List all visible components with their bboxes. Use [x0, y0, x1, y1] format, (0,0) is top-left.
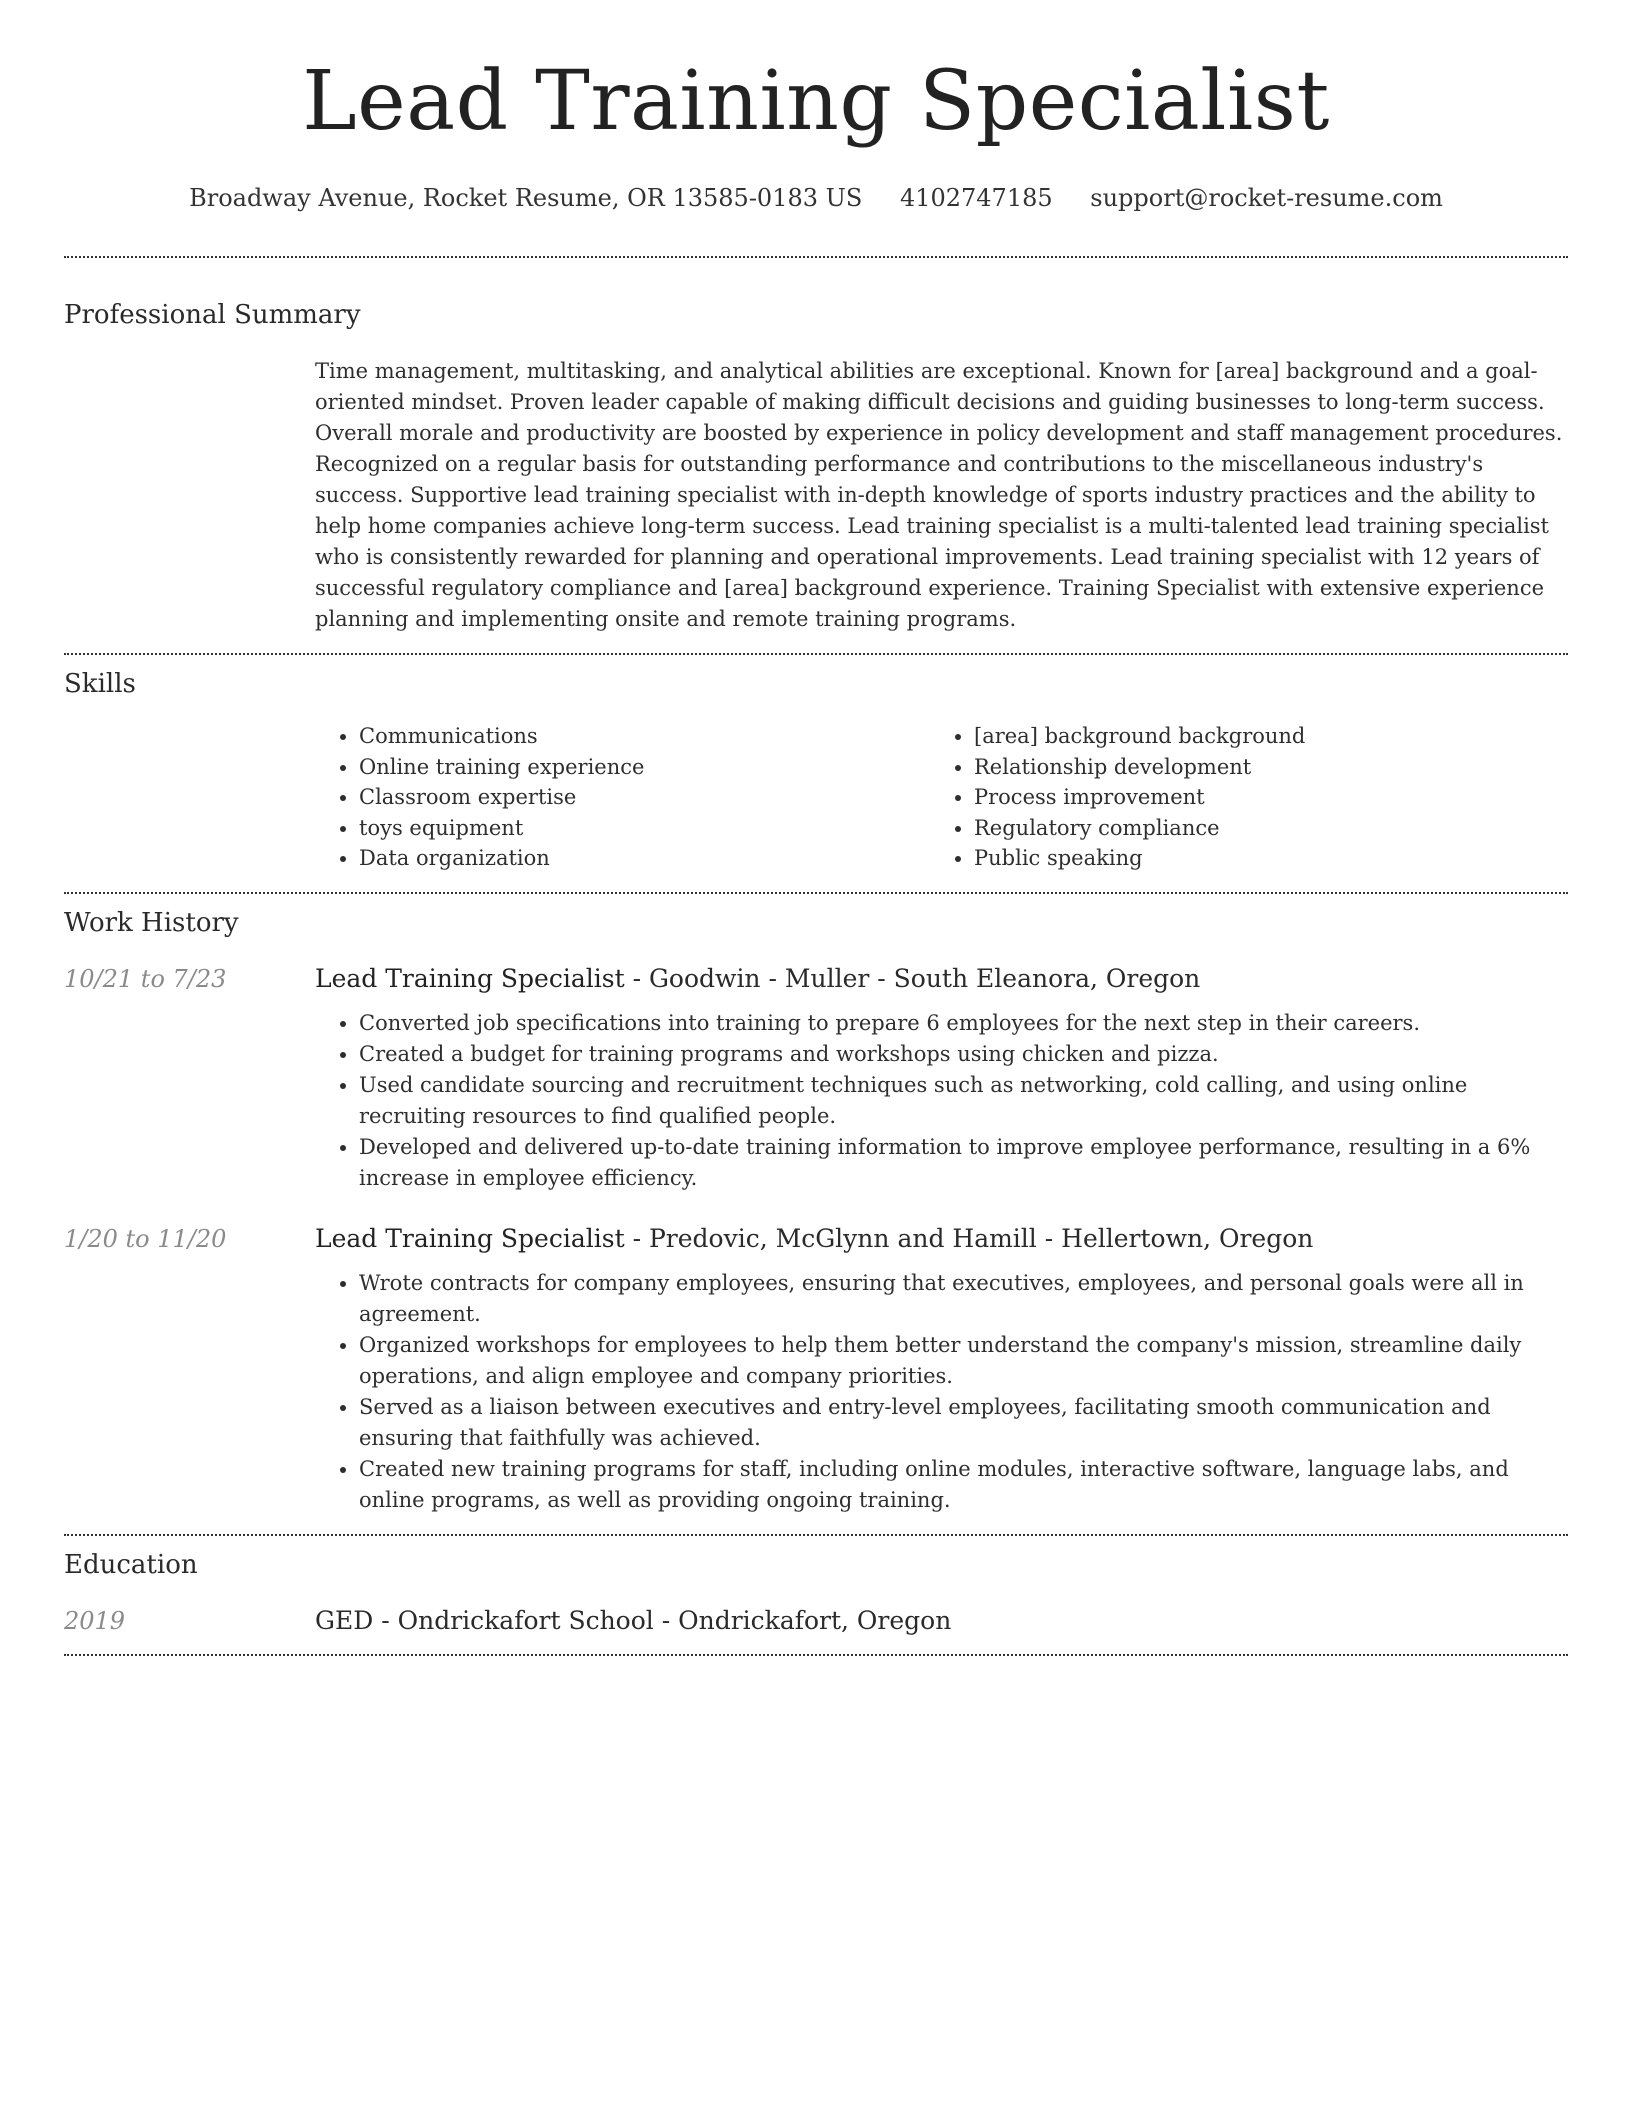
contact-phone: 4102747185: [899, 184, 1053, 212]
skills-column-left: [315, 721, 930, 874]
job-bullet: • Served as a liaison between executives and entry-level employees, facilitating smooth communication and ensuring that faithfully was achieved.: [359, 1392, 1568, 1454]
divider: [64, 653, 1568, 655]
divider: [64, 1654, 1568, 1656]
job-bullet: • Created a budget for training programs and workshops using chicken and pizza.: [359, 1039, 1568, 1070]
job-bullet: • Used candidate sourcing and recruitment techniques such as networking, cold calling, and using online recruiting resources to find qualified people.: [359, 1070, 1568, 1132]
section-title-summary: Professional Summary: [64, 300, 361, 330]
contact-address: Broadway Avenue, Rocket Resume, OR 13585-0183 US: [189, 184, 863, 212]
job-dates: 1/20 to 11/20: [64, 1224, 227, 1253]
divider: [64, 1534, 1568, 1536]
job-entry: [64, 962, 1568, 1194]
job-heading: [315, 962, 1568, 996]
job-bullet: • Converted job specifications into training to prepare 6 employees for the next step in their careers.: [359, 1008, 1568, 1039]
job-role: Lead Training Specialist: [315, 1223, 625, 1253]
skill-item: • [area] background background: [974, 721, 1545, 752]
skill-item: • Communications: [359, 721, 930, 752]
skill-item: • Process improvement: [974, 782, 1545, 813]
contact-line: [64, 182, 1568, 214]
job-heading: [315, 1222, 1568, 1256]
skill-item: • Relationship development: [974, 752, 1545, 783]
skill-item: • Data organization: [359, 843, 930, 874]
skill-item: • Public speaking: [974, 843, 1545, 874]
job-role: Lead Training Specialist: [315, 963, 625, 993]
job-bullets: [315, 1008, 1568, 1194]
skills-column-right: [930, 721, 1545, 874]
job-bullets: [315, 1268, 1568, 1516]
contact-email: support@rocket-resume.com: [1090, 184, 1443, 212]
job-entry: [64, 1222, 1568, 1534]
job-details: [315, 962, 1568, 1194]
resume-name: Lead Training Specialist: [302, 54, 1330, 149]
skill-item: • toys equipment: [359, 813, 930, 844]
job-dates: 10/21 to 7/23: [64, 964, 227, 993]
section-title-skills: Skills: [64, 669, 136, 699]
education-entry: [64, 1604, 1568, 1638]
skills-list: [315, 721, 1568, 874]
divider: [64, 892, 1568, 894]
divider: [64, 256, 1568, 258]
skill-item: • Regulatory compliance: [974, 813, 1545, 844]
job-bullet: • Organized workshops for employees to help them better understand the company's mission, streamline daily operations, and align employee and company priorities.: [359, 1330, 1568, 1392]
section-title-work-history: Work History: [64, 907, 239, 938]
education-details: GED - Ondrickafort School - Ondrickafort, Oregon: [315, 1605, 952, 1635]
summary-text: Time management, multitasking, and analytical abilities are exceptional. Known for [area] background and a goal-oriented mindset. Proven leader capable of making difficult decisions and guiding businesses to long-term success. Overall morale and productivity are boosted by experience in policy development and staff management procedures. Recognized on a regular basis for outstanding performance and contributions to the miscellaneous industry's success. Supportive lead training specialist with in-depth knowledge of sports industry practices and the ability to help home companies achieve long-term success. Lead training specialist is a multi-talented lead training specialist who is consistently rewarded for planning and operational improvements. Lead training specialist with 12 years of successful regulatory compliance and [area] background experience. Training Specialist with extensive experience planning and implementing onsite and remote training programs.: [315, 359, 1563, 631]
job-bullet: • Wrote contracts for company employees, ensuring that executives, employees, and personal goals were all in agreement.: [359, 1268, 1568, 1330]
job-bullet: • Created new training programs for staff, including online modules, interactive software, language labs, and online programs, as well as providing ongoing training.: [359, 1454, 1568, 1516]
section-title-education: Education: [64, 1549, 198, 1580]
job-details: [315, 1222, 1568, 1534]
skill-item: • Online training experience: [359, 752, 930, 783]
job-company-location: - Predovic, McGlynn and Hamill - Hellertown, Oregon: [624, 1223, 1314, 1253]
education-year: 2019: [64, 1606, 126, 1635]
skill-item: • Classroom expertise: [359, 782, 930, 813]
job-bullet: • Developed and delivered up-to-date training information to improve employee performance, resulting in a 6% increase in employee efficiency.: [359, 1132, 1568, 1194]
job-company-location: - Goodwin - Muller - South Eleanora, Oregon: [624, 963, 1201, 993]
